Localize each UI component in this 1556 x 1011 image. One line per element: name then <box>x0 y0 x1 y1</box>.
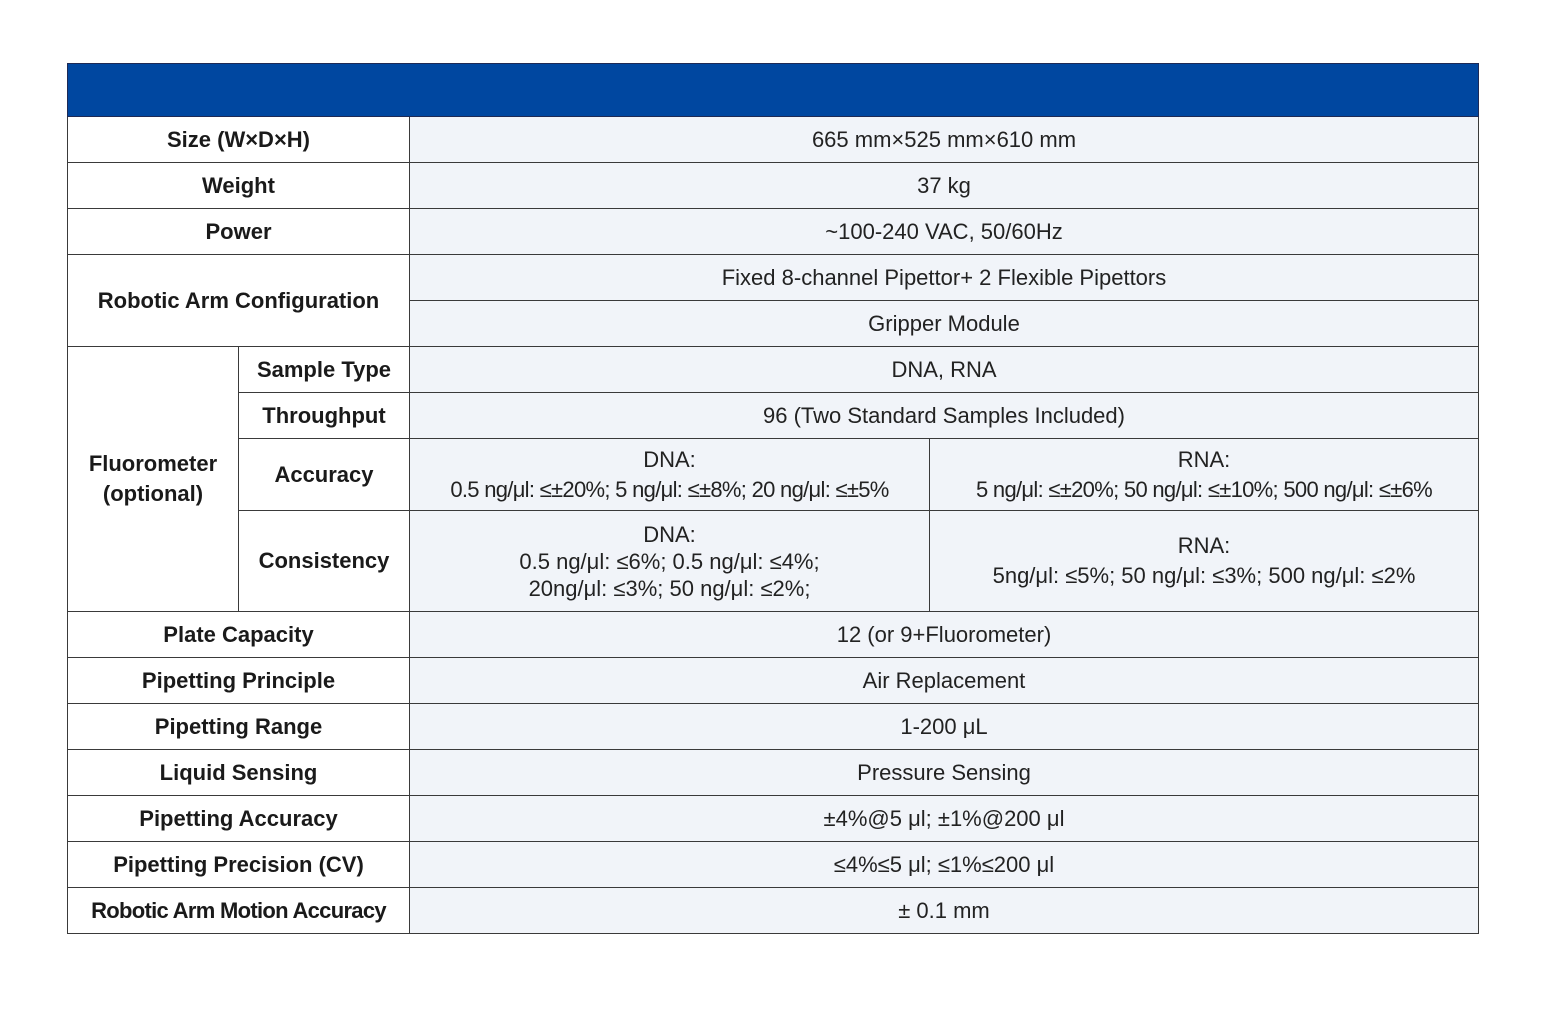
consistency-rna-cell <box>930 511 1479 612</box>
row-label-power: Power <box>68 209 410 255</box>
row-value-pipetting-precision: ≤4%≤5 μl; ≤1%≤200 μl <box>410 842 1479 888</box>
consistency-dna-cell <box>410 511 930 612</box>
row-label-pipetting-range: Pipetting Range <box>68 704 410 750</box>
accuracy-dna-title: DNA: <box>643 446 696 472</box>
row-label-throughput: Throughput <box>239 393 410 439</box>
row-value-pipetting-principle: Air Replacement <box>410 658 1479 704</box>
table-row <box>68 612 1479 658</box>
row-value-motion-accuracy: ± 0.1 mm <box>410 888 1479 934</box>
row-label-consistency: Consistency <box>239 511 410 612</box>
table-row <box>68 842 1479 888</box>
table-row <box>68 796 1479 842</box>
row-value-gripper-module: Gripper Module <box>410 301 1479 347</box>
accuracy-rna-cell <box>930 439 1479 511</box>
table-row <box>68 117 1479 163</box>
row-value-size: 665 mm×525 mm×610 mm <box>410 117 1479 163</box>
row-value-pipetting-range: 1-200 μL <box>410 704 1479 750</box>
table-row <box>68 888 1479 934</box>
header-bar-cell <box>68 64 1479 117</box>
consistency-dna-values-line1: 0.5 ng/μl: ≤6%; 0.5 ng/μl: ≤4%; <box>519 548 820 574</box>
row-label-plate-capacity: Plate Capacity <box>68 612 410 658</box>
accuracy-rna-values: 5 ng/μl: ≤±20%; 50 ng/μl: ≤±10%; 500 ng/μl: ≤±6% <box>975 476 1433 502</box>
table-row <box>68 658 1479 704</box>
row-label-robotic-arm-configuration: Robotic Arm Configuration <box>68 255 410 347</box>
row-label-pipetting-principle: Pipetting Principle <box>68 658 410 704</box>
row-label-size: Size (W×D×H) <box>68 117 410 163</box>
spec-table <box>67 63 1479 934</box>
fluorometer-label-line1: Fluorometer <box>88 451 218 476</box>
row-label-accuracy: Accuracy <box>239 439 410 511</box>
row-label-motion-accuracy: Robotic Arm Motion Accuracy <box>68 888 410 934</box>
row-value-sample-type: DNA, RNA <box>410 347 1479 393</box>
row-value-pipettor-configuration: Fixed 8-channel Pipettor+ 2 Flexible Pipettors <box>410 255 1479 301</box>
row-value-pipetting-accuracy: ±4%@5 μl; ±1%@200 μl <box>410 796 1479 842</box>
table-row <box>68 511 1479 612</box>
accuracy-dna-values: 0.5 ng/μl: ≤±20%; 5 ng/μl: ≤±8%; 20 ng/μl: ≤±5% <box>450 476 889 502</box>
row-value-throughput: 96 (Two Standard Samples Included) <box>410 393 1479 439</box>
table-row <box>68 439 1479 511</box>
table-row <box>68 704 1479 750</box>
row-label-pipetting-precision: Pipetting Precision (CV) <box>68 842 410 888</box>
row-value-plate-capacity: 12 (or 9+Fluorometer) <box>410 612 1479 658</box>
row-label-pipetting-accuracy: Pipetting Accuracy <box>68 796 410 842</box>
table-row <box>68 163 1479 209</box>
table-header-bar <box>68 64 1479 117</box>
consistency-rna-values: 5ng/μl: ≤5%; 50 ng/μl: ≤3%; 500 ng/μl: ≤2% <box>992 563 1416 588</box>
table-row <box>68 750 1479 796</box>
table-row <box>68 255 1479 301</box>
table-row <box>68 209 1479 255</box>
consistency-dna-values-line2: 20ng/μl: ≤3%; 50 ng/μl: ≤2%; <box>528 575 811 601</box>
accuracy-rna-title: RNA: <box>1177 446 1231 472</box>
row-label-weight: Weight <box>68 163 410 209</box>
row-value-liquid-sensing: Pressure Sensing <box>410 750 1479 796</box>
row-label-sample-type: Sample Type <box>239 347 410 393</box>
consistency-rna-title: RNA: <box>1177 533 1231 558</box>
fluorometer-label-line2: (optional) <box>102 481 204 506</box>
table-row <box>68 347 1479 393</box>
row-value-power: ~100-240 VAC, 50/60Hz <box>410 209 1479 255</box>
accuracy-dna-cell <box>410 439 930 511</box>
consistency-dna-title: DNA: <box>643 521 696 547</box>
row-label-fluorometer <box>68 347 239 612</box>
row-label-liquid-sensing: Liquid Sensing <box>68 750 410 796</box>
row-value-weight: 37 kg <box>410 163 1479 209</box>
table-row <box>68 393 1479 439</box>
